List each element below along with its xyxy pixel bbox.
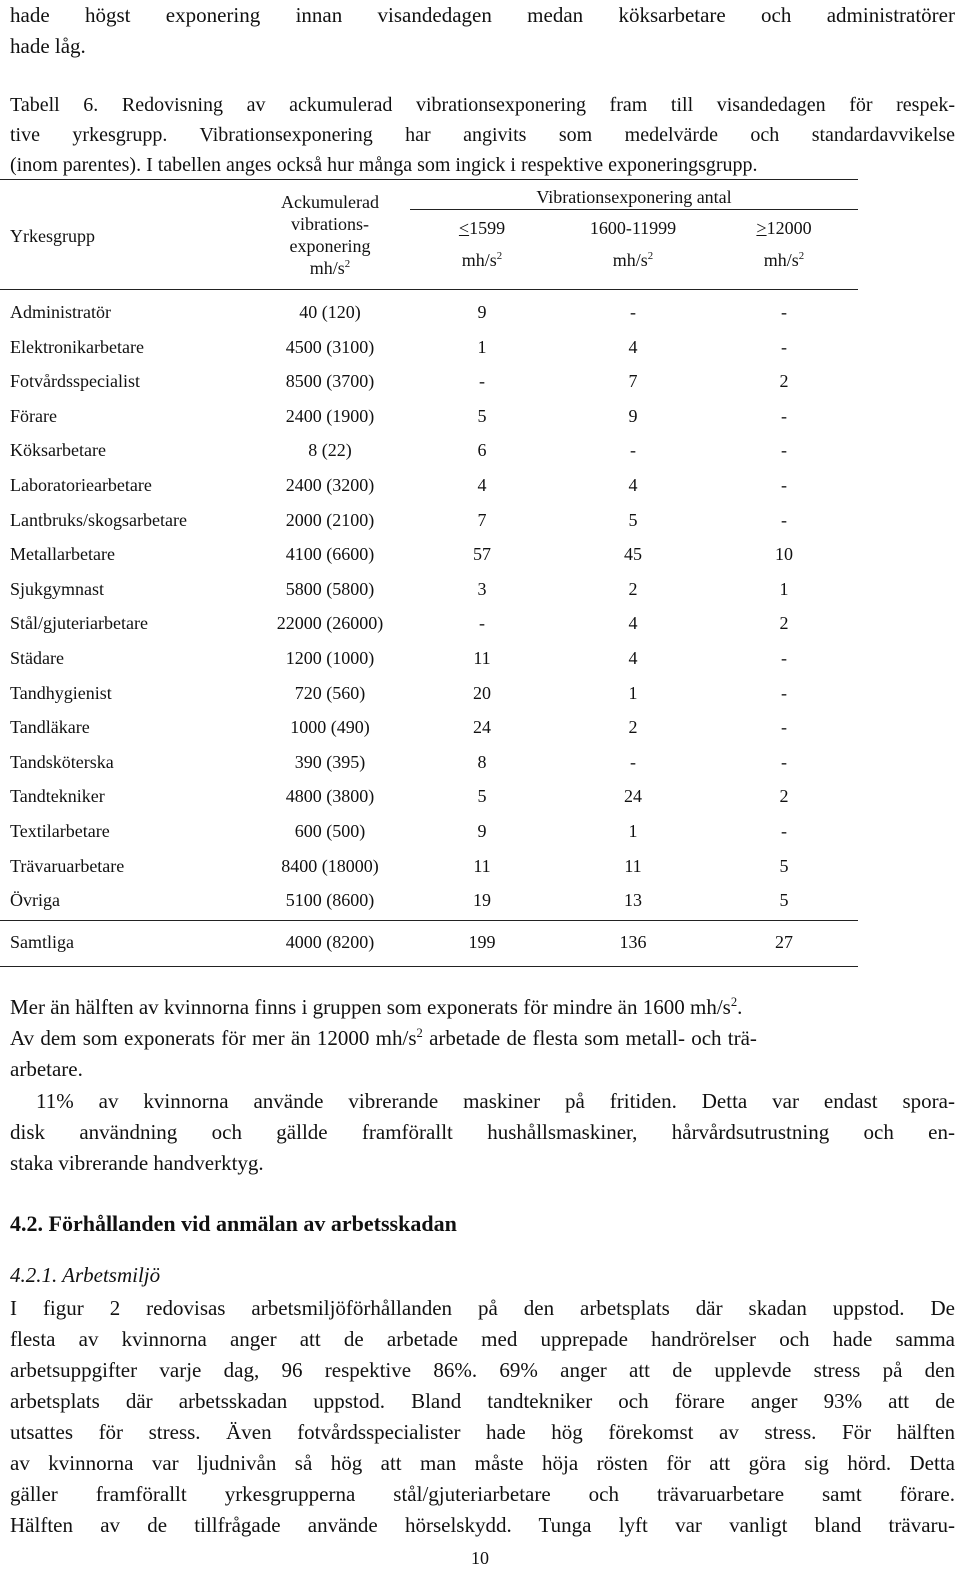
cell-cumulative: 4100 (6600) xyxy=(285,544,375,565)
section-heading: 4.2. Förhållanden vid anmälan av arbetsskadan xyxy=(10,1211,457,1236)
table-row xyxy=(0,406,960,430)
cell-low: 11 xyxy=(473,855,491,876)
comparison-symbol: > xyxy=(756,218,767,238)
cell-cumulative: 5800 (5800) xyxy=(285,578,375,599)
cell-cumulative: 1200 (1000) xyxy=(285,648,375,668)
intro-line: hade högst exponering innan visandedagen medan köksarbetare och administratörer xyxy=(10,3,955,27)
header-span-label: Vibrationsexponering antal xyxy=(536,187,732,207)
total-cell-group: Samtliga xyxy=(10,932,74,952)
table-row xyxy=(0,337,960,361)
cell-low: 1 xyxy=(477,336,487,357)
cell-high: 10 xyxy=(775,544,793,565)
header-unit-3 xyxy=(734,250,834,271)
cell-high: - xyxy=(781,302,787,322)
table-row xyxy=(0,440,960,464)
table-row xyxy=(0,786,960,810)
summary-text: Av dem som exponerats för mer än 12000 mh/s xyxy=(10,1026,417,1050)
cell-group: Administratör xyxy=(10,302,111,322)
cell-mid: 9 xyxy=(628,405,638,426)
comparison-symbol: < xyxy=(458,218,470,238)
cell-high: 5 xyxy=(779,890,789,911)
cell-mid: 4 xyxy=(628,613,638,634)
cell-high: 1 xyxy=(779,578,789,599)
cell-group: Laboratoriearbetare xyxy=(10,475,152,495)
cell-mid: 4 xyxy=(628,648,638,668)
table-row xyxy=(0,544,960,568)
cell-high: 2 xyxy=(779,613,789,634)
cell-mid: 1 xyxy=(628,821,638,841)
cell-high: - xyxy=(781,751,787,772)
cell-cumulative: 1000 (490) xyxy=(290,717,370,738)
header-range-1 xyxy=(432,218,532,239)
cell-low: 9 xyxy=(477,821,487,841)
header-bottom-rule xyxy=(0,289,858,290)
header-cumulative-line: Ackumulerad xyxy=(281,192,379,212)
cell-high: - xyxy=(781,682,787,703)
body-line: av kvinnorna var ljudnivån så hög att man måste höja rösten för att göra sig hörd. Detta xyxy=(10,1451,955,1475)
cell-low: 4 xyxy=(477,475,487,495)
unit-text: mh/s xyxy=(612,250,648,270)
cell-mid: 13 xyxy=(624,890,642,911)
cell-cumulative: 390 (395) xyxy=(294,751,366,772)
caption-line: Tabell 6. Redovisning av ackumulerad vibrationsexponering fram till visandedagen för respek- xyxy=(10,94,955,116)
cell-mid: 5 xyxy=(628,509,638,530)
cell-low: 24 xyxy=(473,717,491,738)
cell-high: - xyxy=(781,405,787,426)
unit-text: mh/s xyxy=(763,250,799,270)
cell-group: Tandläkare xyxy=(10,717,90,738)
exposure-summary-paragraph xyxy=(10,992,955,1085)
unit-sup: 2 xyxy=(496,250,503,262)
cell-mid: 4 xyxy=(628,336,638,357)
body-line: I figur 2 redovisas arbetsmiljöförhållanden på den arbetsplats där skadan uppstod. De xyxy=(10,1296,955,1320)
leisure-line: staka vibrerande handverktyg. xyxy=(10,1151,264,1175)
cell-mid: 24 xyxy=(624,786,642,807)
work-environment-paragraph xyxy=(10,1293,955,1541)
cell-mid: 2 xyxy=(628,578,638,599)
leisure-line: disk användning och gällde framförallt hushållsmaskiner, hårvårdsutrustning och en- xyxy=(10,1120,955,1144)
cell-mid: 4 xyxy=(628,475,638,495)
subsection-heading: 4.2.1. Arbetsmiljö xyxy=(10,1263,161,1287)
cell-cumulative: 600 (500) xyxy=(294,821,366,841)
unit-sup: 2 xyxy=(344,258,351,270)
cell-cumulative: 2000 (2100) xyxy=(285,509,375,530)
table-row xyxy=(0,856,960,880)
cell-group: Metallarbetare xyxy=(10,544,115,565)
cell-cumulative: 4800 (3800) xyxy=(285,786,375,807)
summary-text: arbetade de flesta som metall- och trä- xyxy=(422,1026,757,1050)
table-row xyxy=(0,717,960,741)
cell-high: 2 xyxy=(779,371,789,392)
cell-mid: 7 xyxy=(628,371,638,392)
cell-cumulative: 720 (560) xyxy=(294,682,366,703)
summary-text: . xyxy=(737,995,743,1019)
total-cell-cumulative: 4000 (8200) xyxy=(285,932,375,952)
table-row xyxy=(0,890,960,914)
cell-high: - xyxy=(781,821,787,841)
body-line: arbetsuppgifter varje dag, 96 respektive 86%. 69% anger att de upplevde stress på den xyxy=(10,1358,955,1382)
cell-group: Textilarbetare xyxy=(10,821,110,841)
cell-high: - xyxy=(781,648,787,668)
cell-cumulative: 2400 (3200) xyxy=(285,475,375,495)
cell-low: 19 xyxy=(473,890,491,911)
cell-low: 3 xyxy=(477,578,487,599)
body-line: flesta av kvinnorna anger att de arbetade med upprepade handrörelser och hade samma xyxy=(10,1327,955,1351)
cell-mid: - xyxy=(630,302,636,322)
cell-low: 5 xyxy=(477,786,487,807)
cell-cumulative: 22000 (26000) xyxy=(276,613,384,634)
table-row xyxy=(0,752,960,776)
header-cumulative-line: exponering xyxy=(289,236,371,256)
total-row xyxy=(0,932,960,956)
cell-mid: 1 xyxy=(628,682,638,703)
cell-group: Tandtekniker xyxy=(10,786,105,807)
summary-sup: 2 xyxy=(416,1026,423,1040)
total-cell-high: 27 xyxy=(775,932,793,952)
cell-group: Tandhygienist xyxy=(10,682,112,703)
header-cumulative-unit xyxy=(230,258,430,279)
cell-cumulative: 8 (22) xyxy=(308,440,352,461)
cell-cumulative: 2400 (1900) xyxy=(285,405,375,426)
cell-high: - xyxy=(781,717,787,738)
unit-sup: 2 xyxy=(647,250,654,262)
cell-cumulative: 4500 (3100) xyxy=(285,336,375,357)
header-range-3: >12000 xyxy=(756,218,812,238)
cell-low: 7 xyxy=(477,509,487,530)
cell-low: 5 xyxy=(477,405,487,426)
cell-cumulative: 8400 (18000) xyxy=(281,855,379,876)
summary-text: Mer än hälften av kvinnorna finns i gruppen som exponerats för mindre än 1600 mh/s xyxy=(10,995,731,1019)
page-number: 10 xyxy=(471,1548,489,1568)
table-row xyxy=(0,302,960,326)
header-span-rule xyxy=(410,209,858,210)
cell-group: Tandsköterska xyxy=(10,751,114,772)
summary-line xyxy=(10,1023,955,1054)
total-cell-low: 199 xyxy=(468,932,496,952)
leisure-line: 11% av kvinnorna använde vibrerande maskiner på fritiden. Detta var endast spora- xyxy=(36,1089,955,1113)
body-line: gäller framförallt yrkesgrupperna stål/gjuteriarbetare och trävaruarbetare samt förare. xyxy=(10,1482,955,1506)
total-cell-mid: 136 xyxy=(619,932,647,952)
table-row xyxy=(0,648,960,672)
unit-text: mh/s xyxy=(309,258,345,278)
cell-high: - xyxy=(781,475,787,495)
cell-low: 8 xyxy=(477,751,487,772)
cell-high: 5 xyxy=(779,855,789,876)
cell-group: Fotvårdsspecialist xyxy=(10,371,140,392)
table-row xyxy=(0,579,960,603)
cell-group: Sjukgymnast xyxy=(10,578,105,599)
table-row xyxy=(0,510,960,534)
cell-group: Lantbruks/skogsarbetare xyxy=(10,509,187,530)
cell-cumulative: 40 (120) xyxy=(299,302,361,322)
table-row xyxy=(0,371,960,395)
caption-line: (inom parentes). I tabellen anges också hur många som ingick i respektive exponeringsgrupp. xyxy=(10,154,758,176)
cell-low: 20 xyxy=(473,682,491,703)
summary-line xyxy=(10,992,955,1023)
cell-mid: - xyxy=(630,751,636,772)
table-row xyxy=(0,475,960,499)
cell-low: 9 xyxy=(477,302,487,322)
cell-low: 6 xyxy=(477,440,487,461)
table-row xyxy=(0,821,960,845)
table-row xyxy=(0,683,960,707)
cell-group: Trävaruarbetare xyxy=(10,855,125,876)
header-range-2: 1600-11999 xyxy=(589,218,677,238)
unit-text: mh/s xyxy=(461,250,497,270)
leisure-paragraph xyxy=(10,1086,955,1179)
header-unit-1 xyxy=(432,250,532,271)
cell-group: Elektronikarbetare xyxy=(10,336,144,357)
header-unit-2 xyxy=(583,250,683,271)
cell-group: Köksarbetare xyxy=(10,440,106,461)
table-top-rule xyxy=(0,179,858,180)
cell-group: Stål/gjuteriarbetare xyxy=(10,613,148,634)
body-line: utsattes för stress. Även fotvårdsspecialister hade hög förekomst av stress. För hälften xyxy=(10,1420,955,1444)
cell-low: 57 xyxy=(473,544,491,565)
caption-line: tive yrkesgrupp. Vibrationsexponering har angivits som medelvärde och standardavvikelse xyxy=(10,124,955,146)
table-row xyxy=(0,613,960,637)
cell-mid: 11 xyxy=(624,855,642,876)
body-line: arbetsplats där arbetsskadan uppstod. Bland tandtekniker och förare anger 93% att de xyxy=(10,1389,955,1413)
summary-line: arbetare. xyxy=(10,1057,83,1081)
cell-mid: 45 xyxy=(624,544,642,565)
total-top-rule xyxy=(0,920,858,921)
range-text: <1599 xyxy=(458,218,506,238)
cell-group: Förare xyxy=(10,405,57,426)
cell-high: - xyxy=(781,509,787,530)
cell-group: Städare xyxy=(10,648,64,668)
cell-high: - xyxy=(781,440,787,461)
unit-sup: 2 xyxy=(798,250,805,262)
header-yrkesgrupp: Yrkesgrupp xyxy=(10,226,95,246)
cell-mid: - xyxy=(630,440,636,461)
cell-high: 2 xyxy=(779,786,789,807)
body-line: Hälften av de tillfrågade använde hörselskydd. Tunga lyft var vanligt bland trävaru- xyxy=(10,1513,955,1537)
cell-cumulative: 5100 (8600) xyxy=(285,890,375,911)
cell-mid: 2 xyxy=(628,717,638,738)
intro-line: hade låg. xyxy=(10,34,86,58)
cell-high: - xyxy=(781,336,787,357)
header-cumulative-line: vibrations- xyxy=(291,214,369,234)
summary-sup: 2 xyxy=(730,995,738,1009)
table-bottom-rule xyxy=(0,966,858,967)
cell-cumulative: 8500 (3700) xyxy=(285,371,375,392)
cell-low: - xyxy=(479,371,485,392)
cell-low: 11 xyxy=(473,648,491,668)
cell-group: Övriga xyxy=(10,890,60,911)
cell-low: - xyxy=(479,613,485,634)
